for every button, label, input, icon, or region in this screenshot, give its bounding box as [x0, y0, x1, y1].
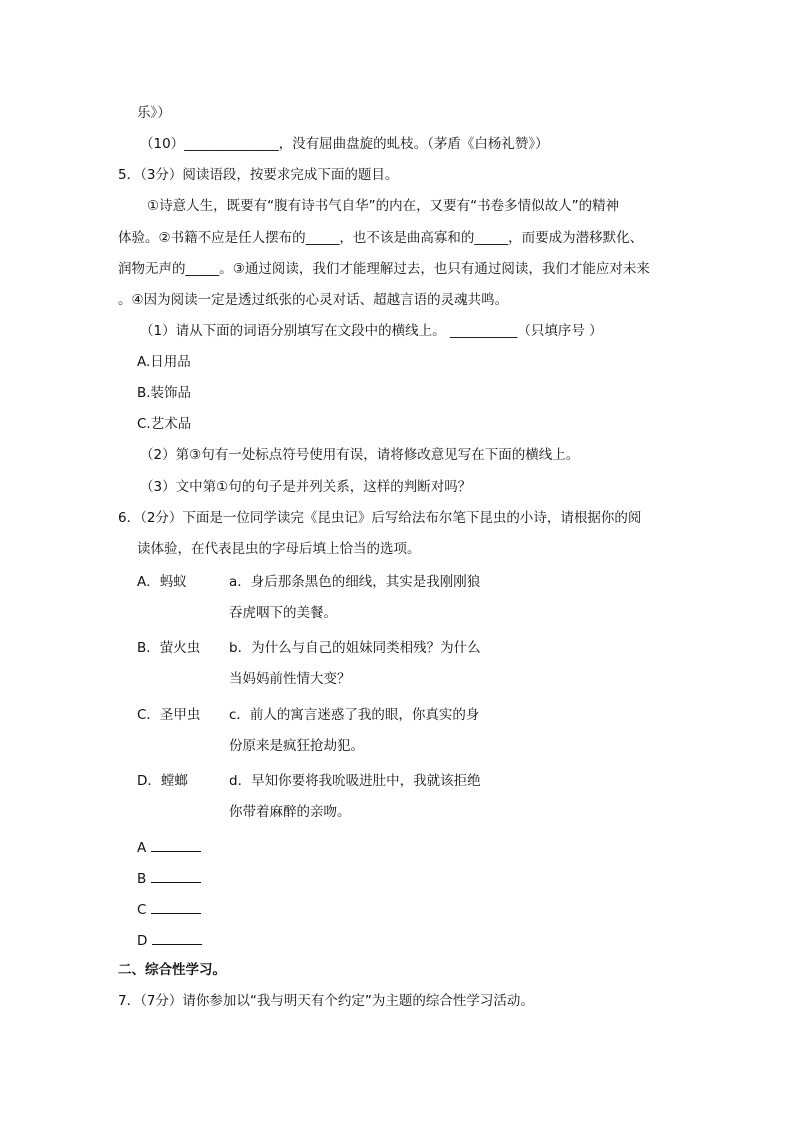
q6-poem-c-line-1: c．前人的寓言迷惑了我的眼，你真实的身	[229, 707, 480, 723]
q6-answer-d	[137, 930, 202, 950]
q6-poem-b-line-1: b．为什么与自己的姐妹同类相残？为什么	[229, 640, 481, 656]
q6-answer-b-letter: B	[137, 871, 147, 887]
q6-insect-c: C．圣甲虫	[137, 707, 201, 723]
q6-insect-b: B．萤火虫	[137, 640, 201, 656]
q4-item10-text: ，没有屈曲盘旋的虬枝。（茅盾《白杨礼赞》）	[278, 136, 549, 152]
q6-poem-b-line-2: 当妈妈前性情大变？	[229, 671, 351, 687]
q4-item10-blank: ______________	[184, 136, 279, 152]
q5-option-a: A.日用品	[137, 354, 191, 370]
q6-answer-d-blank[interactable]	[152, 930, 202, 945]
q5-subquestion-3: （3）文中第①句的句子是并列关系，这样的判断对吗？	[140, 479, 472, 495]
q4-item10	[140, 135, 549, 153]
q6-answer-c-blank[interactable]	[151, 899, 201, 914]
q6-poem-a-line-1: a．身后那条黑色的细线，其实是我刚刚狼	[229, 574, 481, 590]
q6-answer-a	[137, 837, 201, 857]
q6-answer-d-letter: D	[137, 933, 148, 949]
q5-option-c: C.艺术品	[137, 416, 192, 432]
q4-item10-number: （10）	[140, 136, 185, 152]
q6-answer-b-blank[interactable]	[151, 868, 201, 883]
q6-poem-d-line-1: d．早知你要将我吮吸进肚中，我就该拒绝	[229, 773, 481, 789]
q6-answer-c	[137, 899, 201, 919]
q6-insect-d: D．螳螂	[137, 773, 188, 789]
q5-header: 5．（3分）阅读语段，按要求完成下面的题目。	[118, 167, 399, 183]
q5-passage-line-1: ①诗意人生，既要有“腹有诗书气自华”的内在，又要有“书卷多情似故人”的精神	[147, 198, 620, 214]
q5-subquestion-1: （1）请从下面的词语分别填写在文段中的横线上。 __________（只填序号 ）	[140, 323, 603, 339]
q5-passage-line-4: 。④因为阅读一定是透过纸张的心灵对话、超越言语的灵魂共鸣。	[118, 292, 509, 308]
q6-answer-c-letter: C	[137, 902, 147, 918]
q5-passage-line-2: 体验。②书籍不应是任人摆布的_____，也不该是曲高寡和的_____，而要成为潜移默化、	[118, 230, 644, 246]
q6-poem-a-line-2: 吞虎咽下的美餐。	[229, 605, 337, 621]
q6-answer-b	[137, 868, 201, 888]
q5-option-b: B.装饰品	[137, 385, 192, 401]
q7-header: 7．（7分）请你参加以“我与明天有个约定”为主题的综合性学习活动。	[118, 993, 534, 1009]
section-2-title: 二、综合性学习。	[118, 962, 226, 978]
q6-poem-d-line-2: 你带着麻醉的亲吻。	[229, 804, 351, 820]
q6-poem-c-line-2: 份原来是疯狂抢劫犯。	[229, 738, 364, 754]
q6-insect-a: A．蚂蚁	[137, 574, 187, 590]
q4-prev-line-tail: 乐》）	[137, 105, 171, 121]
q6-answer-a-blank[interactable]	[151, 837, 201, 852]
q5-subquestion-2: （2）第③句有一处标点符号使用有误，请将修改意见写在下面的横线上。	[140, 447, 580, 463]
q5-passage-line-3: 润物无声的_____。③通过阅读，我们才能理解过去，也只有通过阅读，我们才能应对未来	[118, 261, 650, 277]
q6-header-line-1: 6．（2分）下面是一位同学读完《昆虫记》后写给法布尔笔下昆虫的小诗，请根据你的阅	[118, 510, 642, 526]
q6-answer-a-letter: A	[137, 840, 147, 856]
q6-header-line-2: 读体验，在代表昆虫的字母后填上恰当的选项。	[137, 541, 421, 557]
